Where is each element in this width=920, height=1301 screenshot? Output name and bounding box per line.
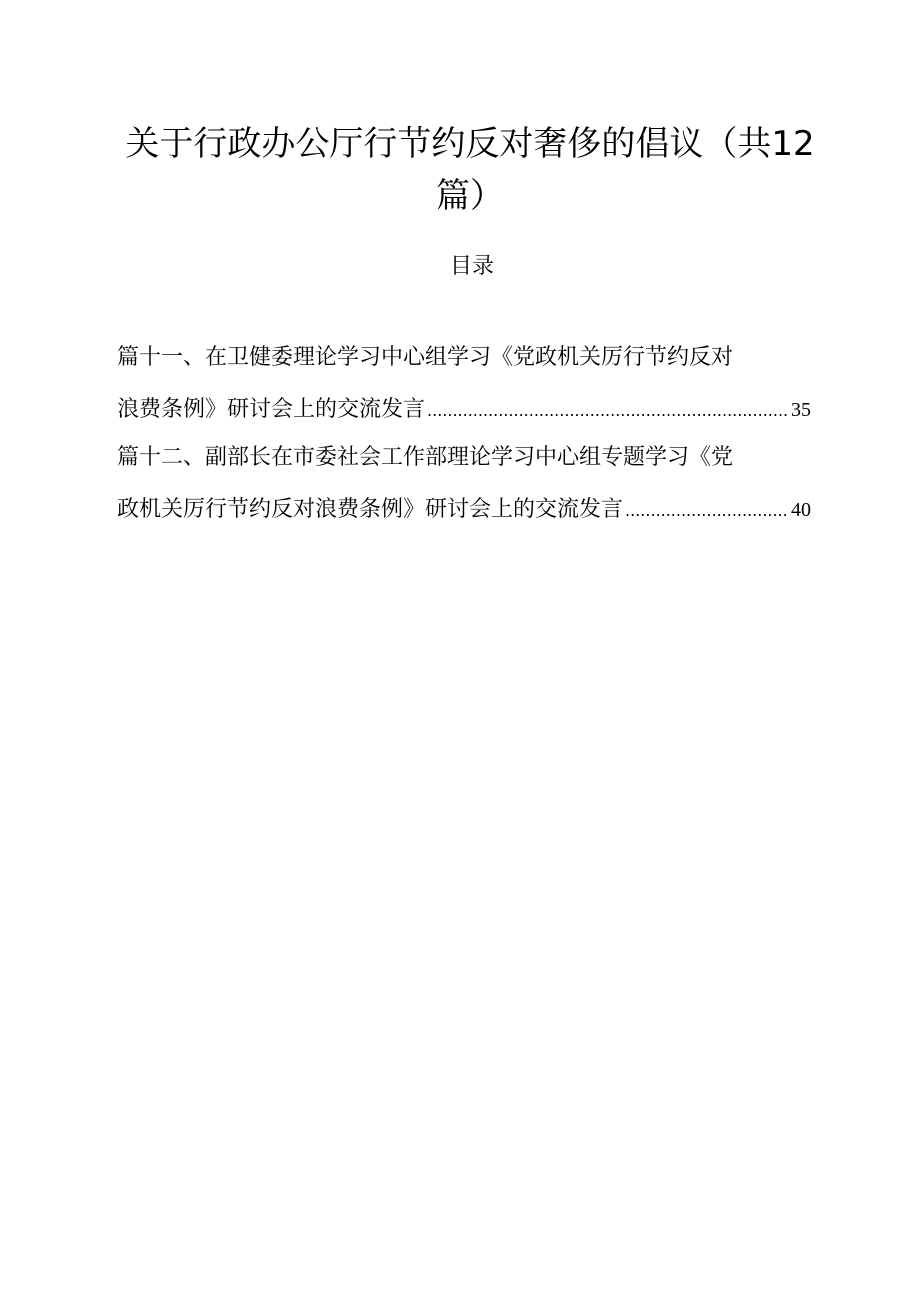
document-title-line-2: 篇） bbox=[436, 176, 504, 216]
toc-entry-title-line-2-row bbox=[117, 384, 811, 436]
toc-dot-leader bbox=[427, 385, 789, 436]
toc-entry-title-line-2-row bbox=[117, 484, 811, 536]
toc-entry-title-line-2: 政机关厉行节约反对浪费条例》研讨会上的交流发言 bbox=[117, 497, 624, 522]
toc-heading: 目录 bbox=[449, 254, 494, 279]
toc-entry-title-line-1: 篇十一、在卫健委理论学习中心组学习《党政机关厉行节约反对 bbox=[117, 345, 734, 370]
toc-entry[interactable] bbox=[117, 432, 811, 536]
document-title-line-1: 关于行政办公厅行节约反对奢侈的倡议（共12 bbox=[125, 124, 815, 164]
toc-entry-title-line-1: 篇十二、副部长在市委社会工作部理论学习中心组专题学习《党 bbox=[117, 445, 734, 470]
toc-entry-title-line-2: 浪费条例》研讨会上的交流发言 bbox=[117, 397, 426, 422]
toc-page-number: 35 bbox=[791, 399, 811, 421]
document-title bbox=[110, 118, 830, 222]
toc-page-number: 40 bbox=[791, 499, 811, 521]
toc-dot-leader bbox=[625, 485, 789, 536]
toc-entry[interactable] bbox=[117, 332, 811, 436]
